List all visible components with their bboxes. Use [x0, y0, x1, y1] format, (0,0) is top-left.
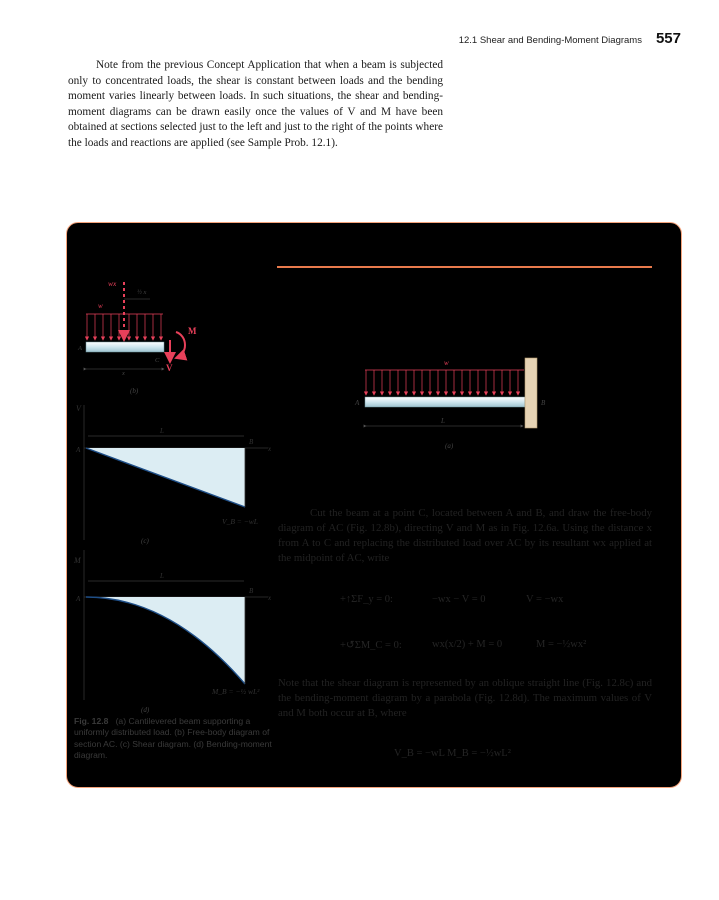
- panel-c-label: (c): [141, 537, 149, 545]
- load-w-label: w: [98, 302, 103, 310]
- panel-d-label: (d): [141, 706, 150, 714]
- point-a-label: A: [78, 345, 82, 352]
- load-resultant-label: wx: [108, 279, 117, 288]
- point-b-label: B: [249, 438, 254, 446]
- point-b-label: B: [541, 399, 546, 407]
- wall-support: [525, 358, 537, 428]
- point-c-label: C: [155, 357, 160, 364]
- axis-m-label: M: [74, 556, 81, 565]
- moment-area: [86, 597, 245, 684]
- intro-paragraph: Note from the previous Concept Application that when a beam is subjected only to concentrated loads, the shear is constant between loads and the bending moment varies linearly between loads. In such situations, the shear and bending-moment diagrams can be drawn easily once the values of V and M have been obtained at sections selected just to the left and just to the right of the points where the loads and reactions are applied (see Sample Prob. 12.1).: [68, 59, 443, 149]
- cantilever-beam: [365, 397, 525, 407]
- moment-end-value: M_B = −½ wL²: [212, 687, 260, 696]
- solution-paragraph-1: Cut the beam at a point C, located between A and B, and draw the free-body diagram of AC (Fig. 12.8b), directing V and M as in Fig. 12.6a. Using the distance x from A to C and replacing the distributed load over AC by its resultant wx applied at the midpoint of AC, write: [278, 507, 652, 564]
- panel-b-free-body: [77, 279, 197, 395]
- equation-1-left: +↑ΣF_y = 0:: [340, 594, 393, 605]
- beam-section-ac: [86, 342, 164, 352]
- page-number: 557: [655, 30, 681, 47]
- equation-1-mid: −wx − V = 0: [432, 594, 486, 605]
- panel-b-label: (b): [130, 387, 139, 395]
- point-b-label: B: [249, 587, 254, 595]
- equation-3: V_B = −wL M_B = −½wL²: [394, 748, 511, 759]
- length-l-label: L: [160, 427, 164, 435]
- equation-1-right: V = −wx: [526, 594, 564, 605]
- point-a-label: A: [76, 446, 81, 454]
- point-a-label: A: [76, 595, 81, 603]
- axis-v-label: V: [76, 404, 81, 413]
- header-section-title: 12.1 Shear and Bending-Moment Diagrams: [458, 35, 642, 46]
- moment-m-label: M: [188, 326, 197, 336]
- axis-x-label: x: [268, 594, 272, 602]
- point-a-label: A: [355, 399, 360, 407]
- solution-paragraph-2: Note that the shear diagram is represented by an oblique straight line (Fig. 12.8c) and the bending-moment diagram by a parabola (Fig. 12.8d). The maximum values of V and M both occur at B, where: [278, 677, 652, 719]
- panel-a-cantilever: [354, 358, 546, 450]
- equation-2-right: M = −½wx²: [536, 639, 587, 650]
- panel-d-moment-diagram: [73, 550, 272, 714]
- equation-2-left: +↺ΣM_C = 0:: [340, 640, 402, 651]
- length-l-label: L: [441, 417, 445, 425]
- caption-text: (a) Cantilevered beam supporting a uniformly distributed load. (b) Free-body diagram of section AC. (c) Shear diagram. (d) Bending-moment diagram.: [74, 716, 272, 761]
- equation-2-mid: wx(x/2) + M = 0: [432, 639, 503, 650]
- length-l-label: L: [160, 572, 164, 580]
- panel-c-shear-diagram: [75, 404, 272, 545]
- caption-label: Fig. 12.8: [74, 716, 109, 726]
- moment-arrow: [176, 332, 185, 358]
- panel-a-label: (a): [445, 442, 454, 450]
- figure-caption: [74, 716, 284, 762]
- distributed-load-arrows: [366, 370, 518, 395]
- half-x-label: ½ x: [137, 289, 147, 296]
- shear-v-label: V: [166, 363, 173, 373]
- load-w-label: w: [444, 359, 449, 367]
- shear-end-value: V_B = −wL: [222, 517, 258, 526]
- length-x-label: x: [122, 370, 125, 377]
- axis-x-label: x: [268, 445, 272, 453]
